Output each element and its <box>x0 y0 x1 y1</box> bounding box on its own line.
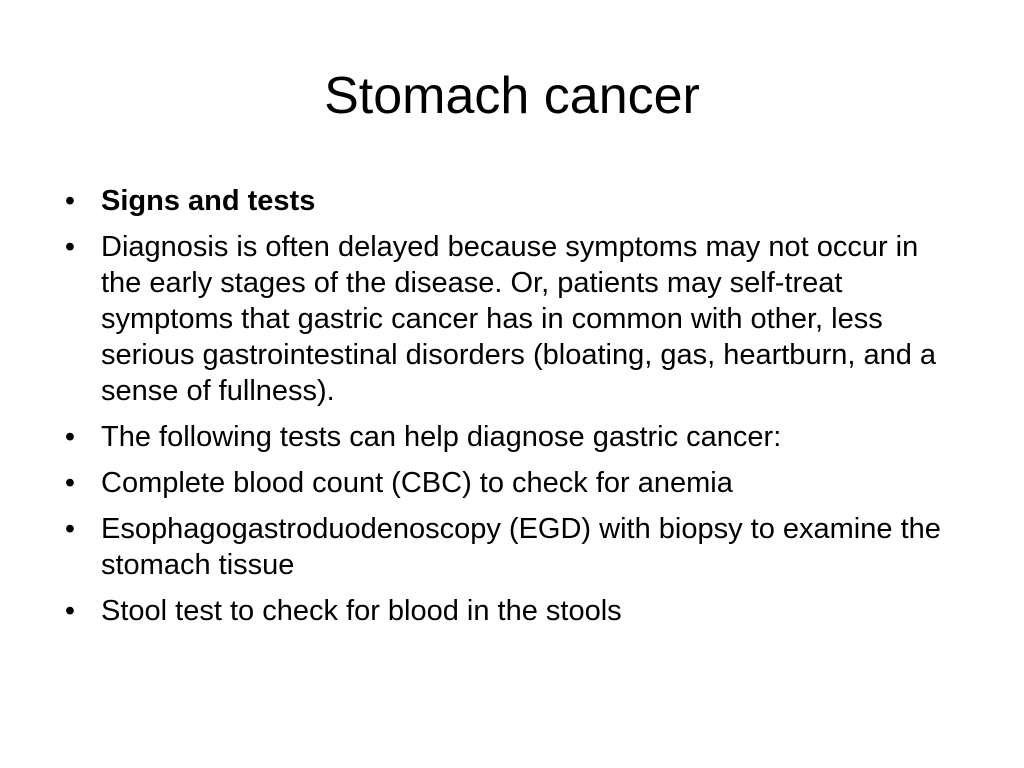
bullet-item-signs-and-tests <box>60 183 960 219</box>
bullet-item-following-tests <box>60 419 960 455</box>
bullet-item-egd <box>60 511 960 583</box>
bullet-icon: • <box>64 231 76 263</box>
bullet-icon: • <box>64 595 76 627</box>
slide-title: Stomach cancer <box>324 67 700 125</box>
bullet-icon: • <box>64 513 76 545</box>
bullet-item-diagnosis <box>60 229 960 409</box>
bullet-text: Esophagogastroduodenoscopy (EGD) with biopsy to examine the stomach tissue <box>101 513 941 581</box>
bullet-text: Diagnosis is often delayed because symptoms may not occur in the early stages of the disease. Or, patients may self-treat symptoms that gastric cancer has in common with other, less serious gastrointestinal disorders (bloating, gas, heartburn, and a sense of fullness). <box>101 231 937 407</box>
bullet-list <box>60 183 960 639</box>
bullet-text: The following tests can help diagnose gastric cancer: <box>101 421 782 453</box>
bullet-icon: • <box>64 421 76 453</box>
bullet-text: Complete blood count (CBC) to check for anemia <box>101 467 733 499</box>
bullet-text: Stool test to check for blood in the stools <box>101 595 622 627</box>
bullet-item-stool-test <box>60 593 960 629</box>
bullet-icon: • <box>64 467 76 499</box>
bullet-icon: • <box>64 185 76 217</box>
bullet-item-cbc <box>60 465 960 501</box>
bullet-text: Signs and tests <box>101 185 316 217</box>
